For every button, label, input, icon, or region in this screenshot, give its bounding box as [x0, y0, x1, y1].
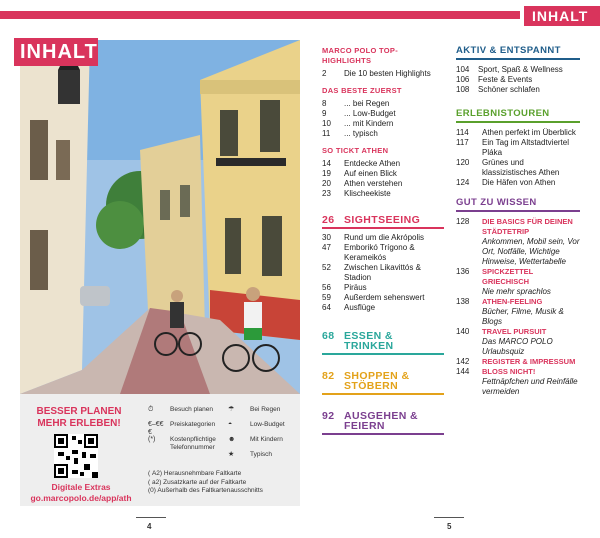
chapter-title: ESSEN & TRINKEN	[344, 330, 394, 352]
page-number-right: 5	[447, 522, 452, 531]
toc-page: 117	[456, 138, 469, 147]
toc-subtitle: Bücher, Filme, Musik & Blogs	[482, 307, 564, 326]
toc-list	[322, 233, 444, 313]
toc-page: 136	[456, 267, 470, 276]
chapter-page: 82	[322, 370, 335, 382]
toc-subtitle: Fettnäpfchen und Reinfälle vermeiden	[482, 377, 578, 396]
legend-label: Mit Kindern	[250, 436, 283, 443]
plan-line-1: BESSER PLANEN	[36, 406, 122, 417]
toc-list	[322, 159, 444, 199]
page-line	[136, 517, 166, 518]
toc-item[interactable]	[456, 75, 580, 85]
chapter-page: 92	[322, 410, 335, 422]
toc-title: ... bei Regen	[344, 99, 390, 108]
umbrella-icon: ☂	[228, 406, 235, 413]
legend-label: Low-Budget	[250, 421, 285, 428]
toc-title: ... Low-Budget	[344, 109, 396, 118]
map-note: (0) Außerhalb des Faltkartenausschnitts	[148, 487, 263, 494]
toc-title: ... typisch	[344, 129, 378, 138]
page-number-left: 4	[147, 522, 152, 531]
toc-page: 64	[322, 303, 331, 312]
toc-item[interactable]	[322, 119, 444, 129]
toc-item[interactable]	[456, 85, 580, 95]
toc-page: 20	[322, 179, 331, 188]
clock-icon: ⏱	[148, 406, 154, 413]
legend-label: Typisch	[250, 451, 273, 458]
toc-title: Außerdem sehenswert	[344, 293, 425, 302]
toc-title: REGISTER & IMPRESSUM	[482, 357, 576, 366]
toc-item[interactable]	[322, 109, 444, 119]
toc-list	[456, 65, 580, 95]
toc-title: Feste & Events	[478, 75, 533, 84]
toc-title: Zwischen Likavittós & Stadion	[344, 263, 421, 282]
family-icon: ☻	[228, 436, 236, 443]
toc-page: 19	[322, 169, 331, 178]
toc-page: 128	[456, 217, 470, 226]
toc-title: Sport, Spaß & Wellness	[478, 65, 563, 74]
toc-page: 2	[322, 69, 327, 78]
toc-title: Grünes und klassizistisches Athen	[482, 158, 560, 177]
chapter-page: 68	[322, 330, 335, 342]
toc-item[interactable]	[322, 283, 444, 293]
toc-page: 114	[456, 128, 469, 137]
toc-page: 14	[322, 159, 331, 168]
toc-item[interactable]	[322, 293, 444, 303]
price-symbol: €–€€€	[148, 421, 164, 436]
chapter-shoppen[interactable]	[322, 371, 444, 395]
chapter-erlebnis[interactable]: ERLEBNISTOUREN	[456, 109, 580, 123]
toc-title: Die Häfen von Athen	[482, 178, 556, 187]
toc-item[interactable]	[456, 128, 580, 138]
toc-title: ... mit Kindern	[344, 119, 394, 128]
legend-row	[148, 406, 213, 414]
chapter-gut-zu-wissen[interactable]: GUT ZU WISSEN	[456, 198, 580, 212]
toc-item[interactable]	[322, 303, 444, 313]
toc-page: 11	[322, 129, 331, 138]
toc-title: Schöner schlafen	[478, 85, 540, 94]
map-note: ( A2) Herausnehmbare Faltkarte	[148, 470, 242, 477]
toc-title: Athen perfekt im Überblick	[482, 128, 576, 137]
toc-item[interactable]	[322, 189, 444, 199]
toc-list	[456, 217, 580, 397]
toc-page: 140	[456, 327, 470, 336]
legend-row	[228, 436, 283, 444]
legend-row	[148, 421, 215, 437]
toc-item[interactable]	[456, 367, 580, 397]
toc-item[interactable]	[322, 179, 444, 189]
legend-row	[228, 406, 280, 414]
legend-label: Bei Regen	[250, 406, 281, 413]
toc-title: Ein Tag im Altstadtviertel Pláka	[482, 138, 570, 157]
toc-title: ATHEN-FEELING	[482, 297, 543, 306]
toc-title: BLOSS NICHT!	[482, 367, 536, 376]
toc-item[interactable]	[456, 267, 580, 297]
chapter-essen[interactable]	[322, 331, 444, 355]
qr-code-icon[interactable]	[54, 434, 98, 478]
digital-url[interactable]: go.marcopolo.de/app/ath	[30, 493, 132, 503]
phone-symbol: (*)	[148, 436, 156, 443]
map-note: ( a2) Zusatzkarte auf der Faltkarte	[148, 478, 247, 486]
toc-item[interactable]	[322, 169, 444, 179]
toc-title: Auf einen Blick	[344, 169, 397, 178]
toc-subtitle: Das MARCO POLO Urlaubsquiz	[482, 337, 553, 356]
toc-page: 59	[322, 293, 331, 302]
toc-item[interactable]	[322, 263, 444, 283]
star-icon: ★	[228, 451, 235, 458]
toc-item[interactable]	[322, 243, 444, 263]
chapter-page: 26	[322, 214, 335, 226]
toc-item[interactable]	[456, 297, 580, 327]
chapter-ausgehen[interactable]	[322, 411, 444, 435]
chapter-title: SIGHTSEEING	[344, 214, 421, 226]
toc-list	[322, 99, 444, 139]
inhalt-badge: INHALT	[14, 38, 98, 66]
toc-page: 47	[322, 243, 331, 252]
toc-page: 56	[322, 283, 331, 292]
plan-text	[34, 406, 124, 430]
toc-list	[456, 128, 580, 188]
toc-middle-column	[322, 46, 444, 435]
toc-page: 10	[322, 119, 331, 128]
toc-item[interactable]	[322, 129, 444, 139]
chapter-aktiv[interactable]: AKTIV & ENTSPANNT	[456, 46, 580, 60]
toc-item[interactable]	[322, 69, 444, 79]
toc-right-column	[456, 46, 580, 397]
toc-item[interactable]	[456, 217, 580, 267]
toc-page: 142	[456, 357, 470, 366]
street-photo	[20, 40, 300, 394]
piggy-icon: ◓	[228, 421, 233, 428]
map-notes	[148, 470, 263, 496]
legend-label: Preiskategorien	[170, 421, 216, 428]
legend-row	[228, 421, 285, 429]
legend-label: Kostenpflichtige Telefonnummer	[170, 436, 216, 451]
toc-item[interactable]	[456, 65, 580, 75]
toc-page: 23	[322, 189, 331, 198]
toc-subtitle: Ankommen, Mobil sein, Vor Ort, Notfälle, Wichtige Hinweise, Wettertabelle	[482, 237, 580, 266]
toc-title: Die 10 besten Highlights	[344, 69, 431, 78]
toc-item[interactable]	[456, 327, 580, 357]
legend-label: Besuch planen	[170, 406, 214, 413]
toc-title: Klischeekiste	[344, 189, 391, 198]
chapter-sightseeing[interactable]	[322, 215, 444, 229]
athens-street-illustration	[20, 40, 300, 394]
plan-line-2: MEHR ERLEBEN!	[37, 418, 121, 429]
digital-title: Digitale Extras	[51, 482, 111, 492]
toc-item[interactable]	[456, 357, 580, 367]
toc-page: 124	[456, 178, 470, 187]
toc-page: 30	[322, 233, 331, 242]
chapter-title: AUSGEHEN & FEIERN	[344, 410, 419, 432]
info-box	[20, 394, 300, 506]
chapter-title: SHOPPEN & STÖBERN	[344, 370, 410, 392]
legend-row	[148, 436, 220, 452]
toc-title: Athen verstehen	[344, 179, 403, 188]
toc-page: 108	[456, 85, 470, 94]
section-tag: INHALT	[524, 6, 600, 26]
section-heading: SO TICKT ATHEN	[322, 146, 389, 155]
digital-extras	[26, 482, 136, 504]
toc-title: Rund um die Akrópolis	[344, 233, 425, 242]
toc-item[interactable]	[322, 99, 444, 109]
section-heading: MARCO POLO TOP-HIGHLIGHTS	[322, 46, 399, 65]
toc-item[interactable]	[456, 178, 580, 188]
toc-page: 138	[456, 297, 470, 306]
toc-title: Piräus	[344, 283, 367, 292]
toc-title: Entdecke Athen	[344, 159, 401, 168]
toc-page: 144	[456, 367, 470, 376]
page-line	[434, 517, 464, 518]
toc-title: Ausflüge	[344, 303, 376, 312]
legend-row	[228, 451, 272, 459]
toc-page: 104	[456, 65, 470, 74]
toc-item[interactable]	[322, 159, 444, 169]
toc-page: 120	[456, 158, 470, 167]
toc-title: DIE BASICS FÜR DEINEN STÄDTETRIP	[482, 217, 573, 236]
toc-page: 8	[322, 99, 327, 108]
section-heading: DAS BESTE ZUERST	[322, 86, 402, 95]
toc-item[interactable]	[456, 158, 580, 178]
toc-title: TRAVEL PURSUIT	[482, 327, 547, 336]
toc-item[interactable]	[322, 233, 444, 243]
toc-title: SPICKZETTEL GRIECHISCH	[482, 267, 534, 286]
toc-subtitle: Nie mehr sprachlos	[482, 287, 551, 296]
toc-page: 9	[322, 109, 327, 118]
top-accent-bar	[0, 11, 520, 19]
toc-page: 52	[322, 263, 331, 272]
toc-title: Emborikó Trígono & Kerameikós	[344, 243, 415, 262]
toc-item[interactable]	[456, 138, 580, 158]
toc-page: 106	[456, 75, 470, 84]
